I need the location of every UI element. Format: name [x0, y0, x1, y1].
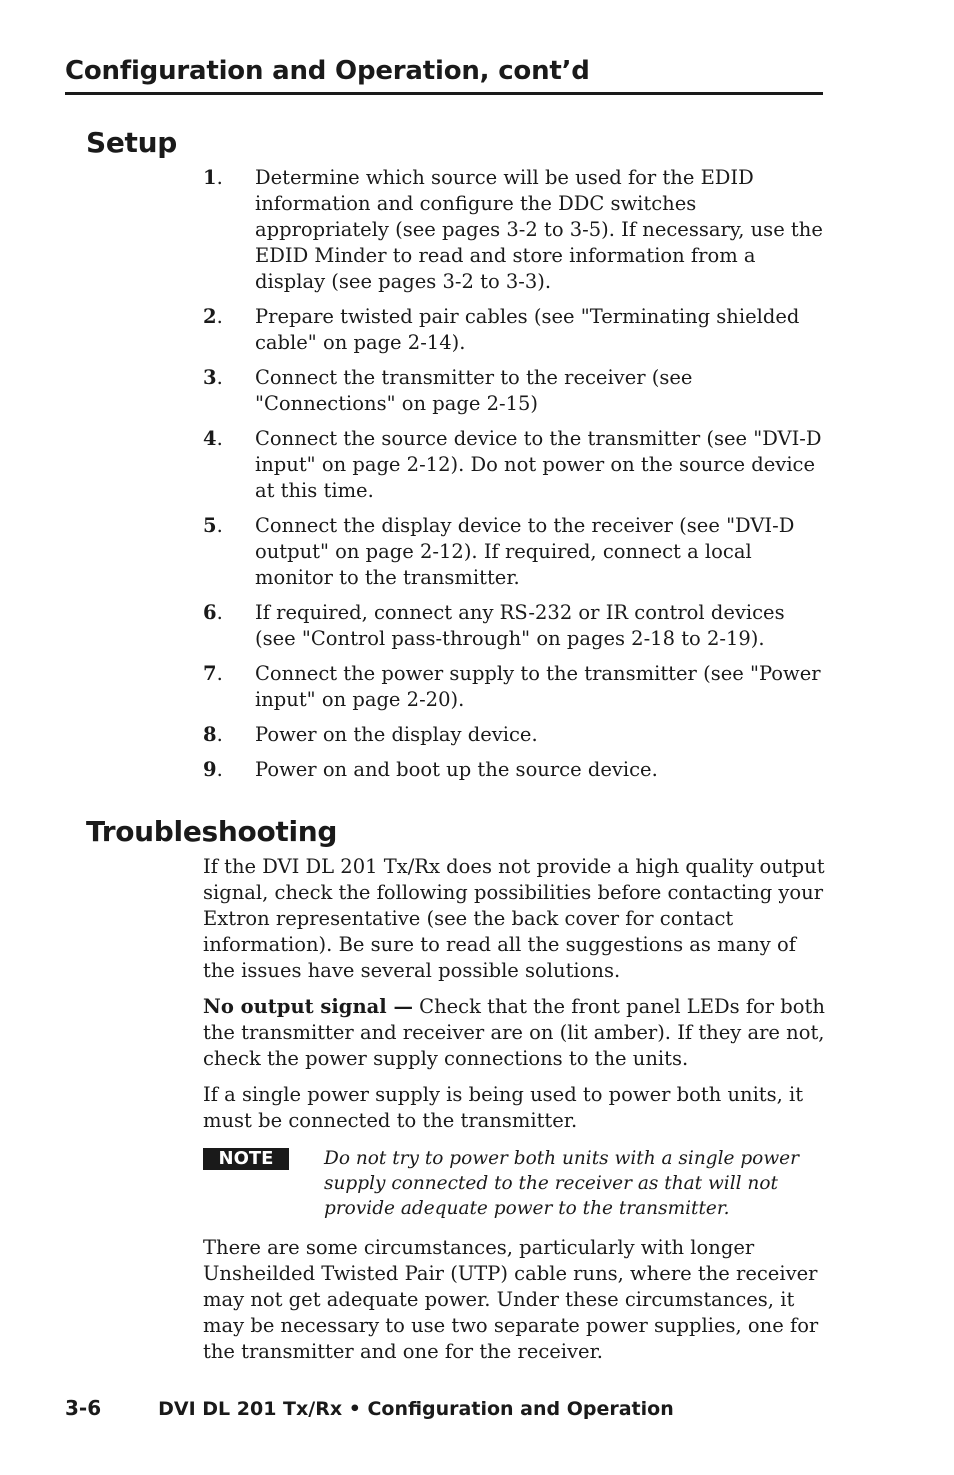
no-output-text: Check that the front panel LEDs for both the transmitter and receiver are on (lit amber). If they are not, check the power supply connections to the units.	[203, 995, 825, 1070]
header-title: Configuration and Operation, cont’d	[65, 56, 590, 86]
step-number: 6	[203, 601, 217, 624]
step-text: Connect the transmitter to the receiver (see "Connections" on page 2-15)	[255, 366, 693, 415]
page-header	[65, 56, 823, 95]
step-text: Power on and boot up the source device.	[255, 758, 658, 781]
note-block	[203, 1146, 827, 1221]
step-text: Connect the source device to the transmitter (see "DVI-D input" on page 2-12). Do not power on the source device at this time.	[255, 427, 822, 502]
step-number: 2	[203, 305, 217, 328]
page-number: 3-6	[65, 1396, 102, 1420]
step-text: Connect the display device to the receiver (see "DVI-D output" on page 2-12). If required, connect a local monitor to the transmitter.	[255, 514, 795, 589]
no-output-label: No output signal —	[203, 995, 413, 1018]
troubleshooting-heading: Troubleshooting	[86, 815, 338, 848]
step-number: 3	[203, 366, 217, 389]
step-number: 1	[203, 166, 217, 189]
step-text: If required, connect any RS-232 or IR control devices (see "Control pass-through" on pages 2-18 to 2-19).	[255, 601, 785, 650]
setup-step: 1. Determine which source will be used for the EDID information and configure the DDC switches appropriately (see pages 3-2 to 3-5). If necessary, use the EDID Minder to read and store information from a display (see pages 3-2 to 3-3).	[203, 165, 827, 295]
no-output-paragraph	[203, 994, 827, 1072]
setup-step: 7. Connect the power supply to the transmitter (see "Power input" on page 2-20).	[203, 661, 827, 713]
setup-step: 5. Connect the display device to the receiver (see "DVI-D output" on page 2-12). If required, connect a local monitor to the transmitter.	[203, 513, 827, 591]
step-text: Determine which source will be used for the EDID information and configure the DDC switches appropriately (see pages 3-2 to 3-5). If necessary, use the EDID Minder to read and store information from a display (see pages 3-2 to 3-3).	[255, 166, 823, 293]
footer-title: DVI DL 201 Tx/Rx • Configuration and Operation	[158, 1398, 674, 1420]
note-badge: NOTE	[203, 1148, 289, 1170]
troubleshooting-section	[203, 854, 827, 1375]
setup-steps-list	[203, 165, 827, 792]
setup-step: 2. Prepare twisted pair cables (see "Terminating shielded cable" on page 2-14).	[203, 304, 827, 356]
step-text: Prepare twisted pair cables (see "Terminating shielded cable" on page 2-14).	[255, 305, 800, 354]
troubleshooting-intro: If the DVI DL 201 Tx/Rx does not provide a high quality output signal, check the following possibilities before contacting your Extron representative (see the back cover for contact information). Be sure to read all the suggestions as many of the issues have several possible solutions.	[203, 855, 825, 982]
setup-step: 3. Connect the transmitter to the receiver (see "Connections" on page 2-15)	[203, 365, 827, 417]
setup-heading: Setup	[86, 126, 178, 159]
circumstances-paragraph: There are some circumstances, particularly with longer Unsheilded Twisted Pair (UTP) cable runs, where the receiver may not get adequate power. Under these circumstances, it may be necessary to use two separate power supplies, one for the transmitter and one for the receiver.	[203, 1236, 819, 1363]
step-text: Power on the display device.	[255, 723, 538, 746]
page-footer	[65, 1396, 674, 1420]
single-supply-paragraph: If a single power supply is being used to power both units, it must be connected to the transmitter.	[203, 1083, 804, 1132]
setup-step: 4. Connect the source device to the transmitter (see "DVI-D input" on page 2-12). Do not power on the source device at this time.	[203, 426, 827, 504]
setup-step: 9. Power on and boot up the source device.	[203, 757, 827, 783]
step-text: Connect the power supply to the transmitter (see "Power input" on page 2-20).	[255, 662, 821, 711]
note-text: Do not try to power both units with a single power supply connected to the receiver as that will not provide adequate power to the transmitter.	[324, 1148, 799, 1219]
setup-step: 8. Power on the display device.	[203, 722, 827, 748]
step-number: 4	[203, 427, 217, 450]
step-number: 5	[203, 514, 217, 537]
step-number: 7	[203, 662, 217, 685]
step-number: 8	[203, 723, 217, 746]
step-number: 9	[203, 758, 217, 781]
setup-step: 6. If required, connect any RS-232 or IR control devices (see "Control pass-through" on pages 2-18 to 2-19).	[203, 600, 827, 652]
